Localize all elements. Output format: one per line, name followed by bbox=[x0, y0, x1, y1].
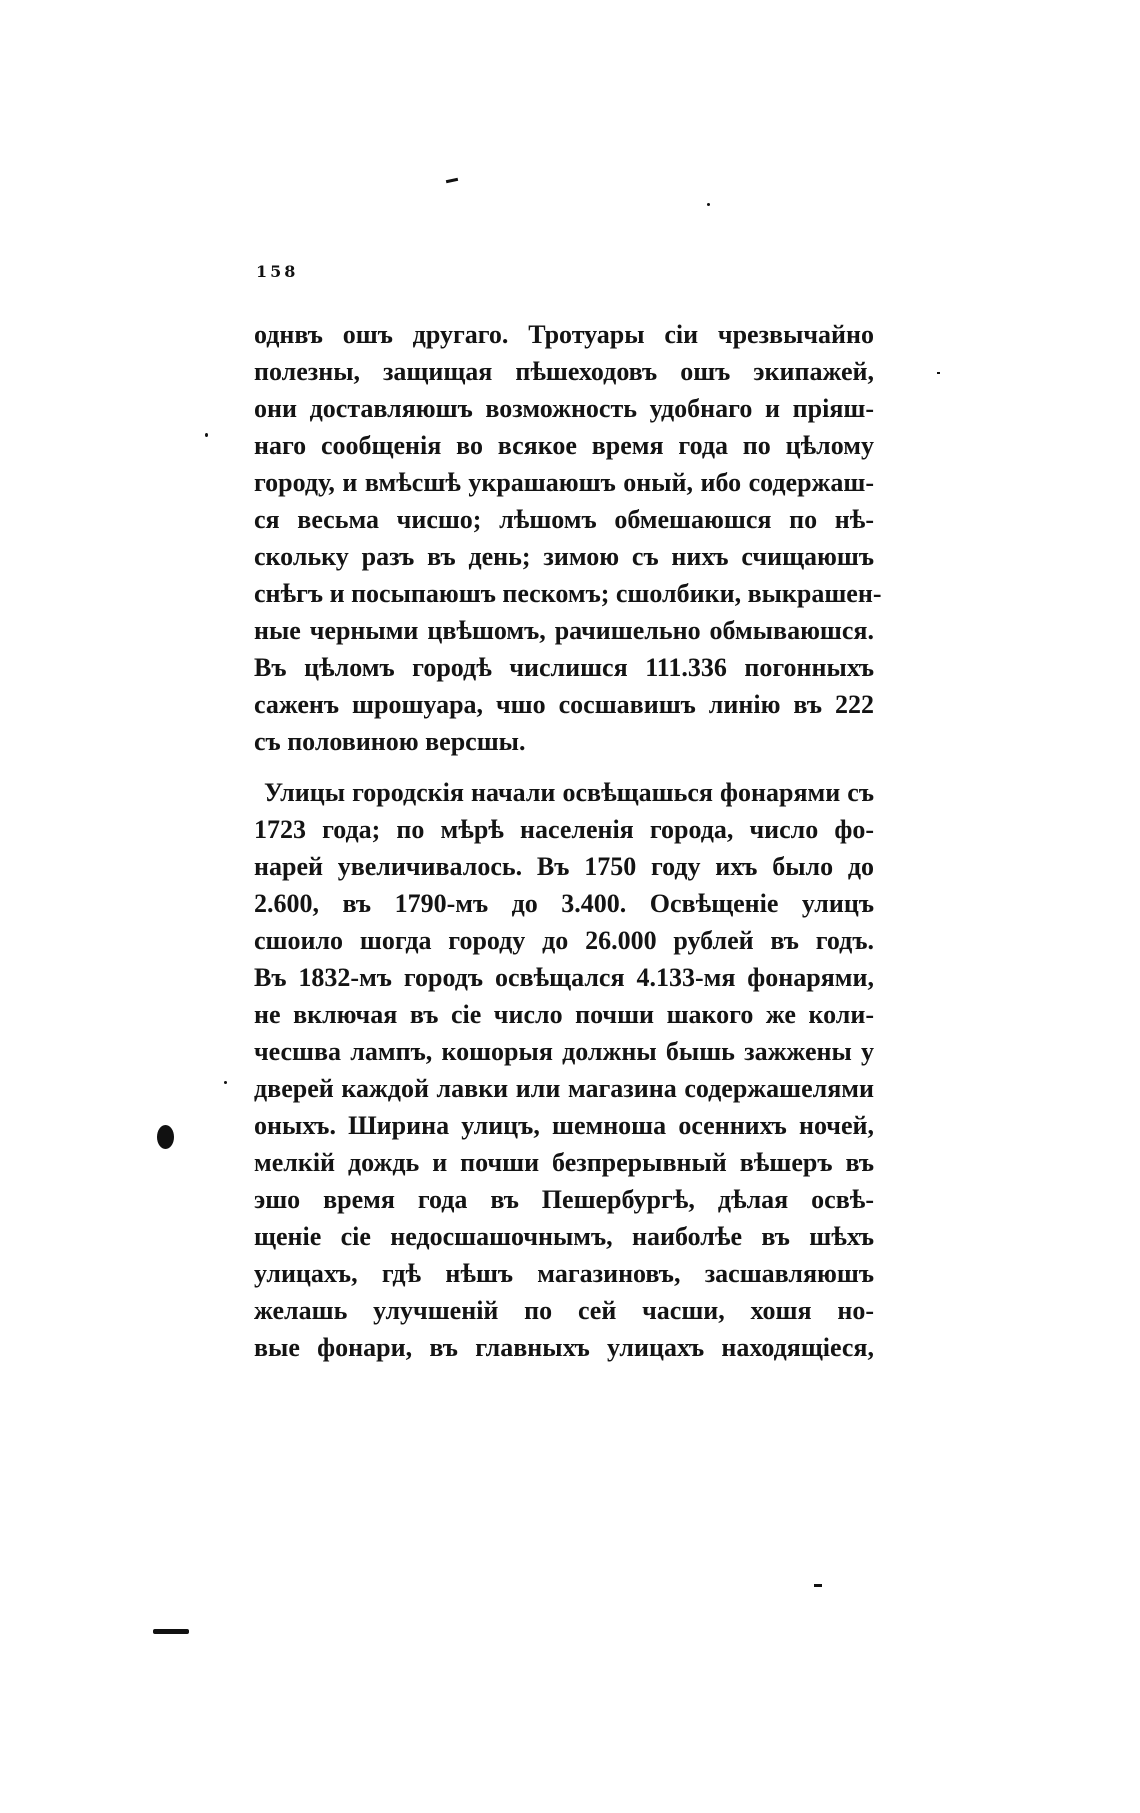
text-line: мелкій дождь и почши безпрерывный вѣшеръ въ bbox=[254, 1148, 874, 1177]
text-line: Въ 1832-мъ городъ освѣщался 4.133-мя фонарями, bbox=[254, 963, 874, 992]
text-line: желашь улучшеній по сей часши, хошя но- bbox=[254, 1296, 874, 1325]
text-line: Въ цѣломъ городѣ числишся 111.336 погонныхъ bbox=[254, 653, 874, 682]
text-line: однвъ ошъ другаго. Тротуары сіи чрезвычайно bbox=[254, 320, 874, 349]
text-line: городу, и вмѣсшѣ украшаюшъ оный, ибо содержаш- bbox=[254, 468, 874, 497]
text-line: ся весьма чисшо; лѣшомъ обмешаюшся по нѣ- bbox=[254, 505, 874, 534]
text-line: Улицы городскія начали освѣщашься фонарями съ bbox=[264, 778, 874, 807]
scan-speck bbox=[937, 372, 940, 374]
text-line: оныхъ. Ширина улицъ, шемноша осеннихъ ночей, bbox=[254, 1111, 874, 1140]
text-line: 1723 года; по мѣрѣ населенія города, число фо- bbox=[254, 815, 874, 844]
scan-speck bbox=[707, 203, 710, 206]
text-line: съ половиною версшы. bbox=[254, 727, 526, 756]
text-line: щеніе сіе недосшашочнымъ, наиболѣе въ шѣхъ bbox=[254, 1222, 874, 1251]
scan-speck bbox=[205, 433, 208, 437]
scan-speck bbox=[446, 178, 458, 183]
text-line: они доставляюшъ возможность удобнаго и пріяш- bbox=[254, 394, 874, 423]
body-text bbox=[254, 316, 882, 1366]
text-line: эшо время года въ Пешербургѣ, дѣлая освѣ- bbox=[254, 1185, 874, 1214]
scan-mark bbox=[153, 1629, 189, 1634]
text-line: дверей каждой лавки или магазина содержашелями bbox=[254, 1074, 874, 1103]
page-number: 158 bbox=[256, 262, 299, 281]
text-line: вые фонари, въ главныхъ улицахъ находящіеся, bbox=[254, 1333, 874, 1362]
text-line: не включая въ сіе число почши шакого же коли- bbox=[254, 1000, 874, 1029]
ink-blot bbox=[157, 1125, 174, 1149]
text-line: полезны, защищая пѣшеходовъ ошъ экипажей, bbox=[254, 357, 874, 386]
paragraph-2 bbox=[254, 774, 874, 1366]
text-line: ные черными цвѣшомъ, рачишельно обмываюшся. bbox=[254, 616, 874, 645]
text-line: сшоило шогда городу до 26.000 рублей въ годъ. bbox=[254, 926, 874, 955]
text-line: 2.600, въ 1790-мъ до 3.400. Освѣщеніе улицъ bbox=[254, 889, 874, 918]
text-line: скольку разъ въ день; зимою съ нихъ счищаюшъ bbox=[254, 542, 874, 571]
paragraph-gap bbox=[254, 760, 874, 774]
scan-speck bbox=[224, 1081, 227, 1084]
text-line: наго сообщенія во всякое время года по цѣлому bbox=[254, 431, 874, 460]
paragraph-1 bbox=[254, 316, 882, 760]
scan-speck bbox=[814, 1584, 822, 1587]
text-line: нарей увеличивалось. Въ 1750 году ихъ было до bbox=[254, 852, 874, 881]
text-line: саженъ шрошуара, чшо сосшавишъ линію въ 222 bbox=[254, 690, 874, 719]
text-line: чесшва лампъ, кошорыя должны бышь зажжены у bbox=[254, 1037, 874, 1066]
text-line: улицахъ, гдѣ нѣшъ магазиновъ, засшавляюшъ bbox=[254, 1259, 874, 1288]
text-line: снѣгъ и посыпаюшъ пескомъ; сшолбики, выкрашен- bbox=[254, 579, 882, 608]
